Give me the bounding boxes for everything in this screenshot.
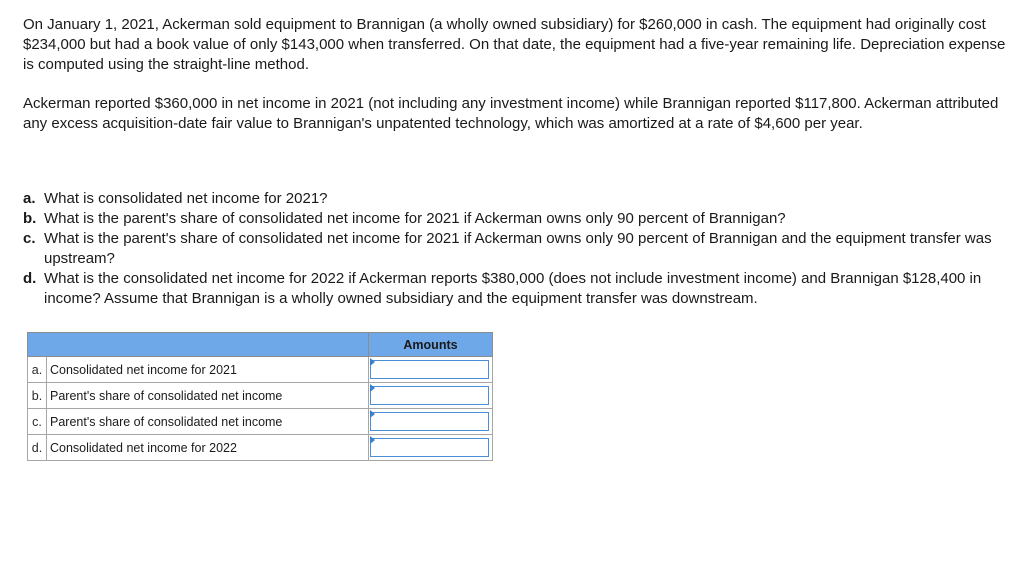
row-label: Parent's share of consolidated net income [47, 409, 369, 435]
amount-cell [369, 383, 493, 409]
row-letter: b. [28, 383, 47, 409]
answer-table-header [28, 333, 493, 357]
amount-input-b[interactable] [370, 386, 489, 405]
amount-input-c[interactable] [370, 412, 489, 431]
question-b [23, 209, 1018, 229]
cell-marker-icon [370, 384, 375, 392]
question-letter: d. [23, 270, 37, 287]
row-letter: d. [28, 435, 47, 461]
question-d [23, 269, 1018, 309]
question-c [23, 229, 1018, 269]
question-text: What is the parent's share of consolidated net income for 2021 if Ackerman owns only 90 percent of Brannigan and the equipment transfer was upstream? [44, 230, 992, 267]
answer-table [27, 332, 493, 461]
question-text: What is the consolidated net income for 2022 if Ackerman reports $380,000 (does not include investment income) and Brannigan $128,400 in income? Assume that Brannigan is a wholly owned subsidiary and the equipment transfer was downstream. [44, 270, 982, 307]
question-letter: a. [23, 190, 36, 207]
amount-cell [369, 435, 493, 461]
row-label: Consolidated net income for 2022 [47, 435, 369, 461]
question-letter: c. [23, 230, 36, 247]
cell-marker-icon [370, 358, 375, 366]
header-amounts: Amounts [369, 333, 493, 357]
problem-paragraph-1: On January 1, 2021, Ackerman sold equipment to Brannigan (a wholly owned subsidiary) for $260,000 in cash. The equipment had originally cost $234,000 but had a book value of only $143,000 when transferred. On that date, the equipment had a five-year remaining life. Depreciation expense is computed using the straight-line method. [23, 16, 1006, 73]
amount-input-a[interactable] [370, 360, 489, 379]
cell-marker-icon [370, 436, 375, 444]
row-letter: c. [28, 409, 47, 435]
row-label: Consolidated net income for 2021 [47, 357, 369, 383]
amount-cell [369, 409, 493, 435]
answer-row-a [28, 357, 493, 383]
row-label: Parent's share of consolidated net income [47, 383, 369, 409]
amount-cell [369, 357, 493, 383]
question-list [23, 189, 1018, 309]
answer-row-b [28, 383, 493, 409]
amount-input-d[interactable] [370, 438, 489, 457]
answer-row-d [28, 435, 493, 461]
question-letter: b. [23, 210, 37, 227]
answer-row-c [28, 409, 493, 435]
cell-marker-icon [370, 410, 375, 418]
question-text: What is consolidated net income for 2021? [44, 190, 328, 207]
problem-paragraph-2: Ackerman reported $360,000 in net income in 2021 (not including any investment income) while Brannigan reported $117,800. Ackerman attributed any excess acquisition-date fair value to Brannigan's unpatented technology, which was amortized at a rate of $4,600 per year. [23, 95, 999, 132]
row-letter: a. [28, 357, 47, 383]
question-a [23, 189, 1018, 209]
question-text: What is the parent's share of consolidated net income for 2021 if Ackerman owns only 90 percent of Brannigan? [44, 210, 786, 227]
header-blank-cell [28, 333, 369, 357]
